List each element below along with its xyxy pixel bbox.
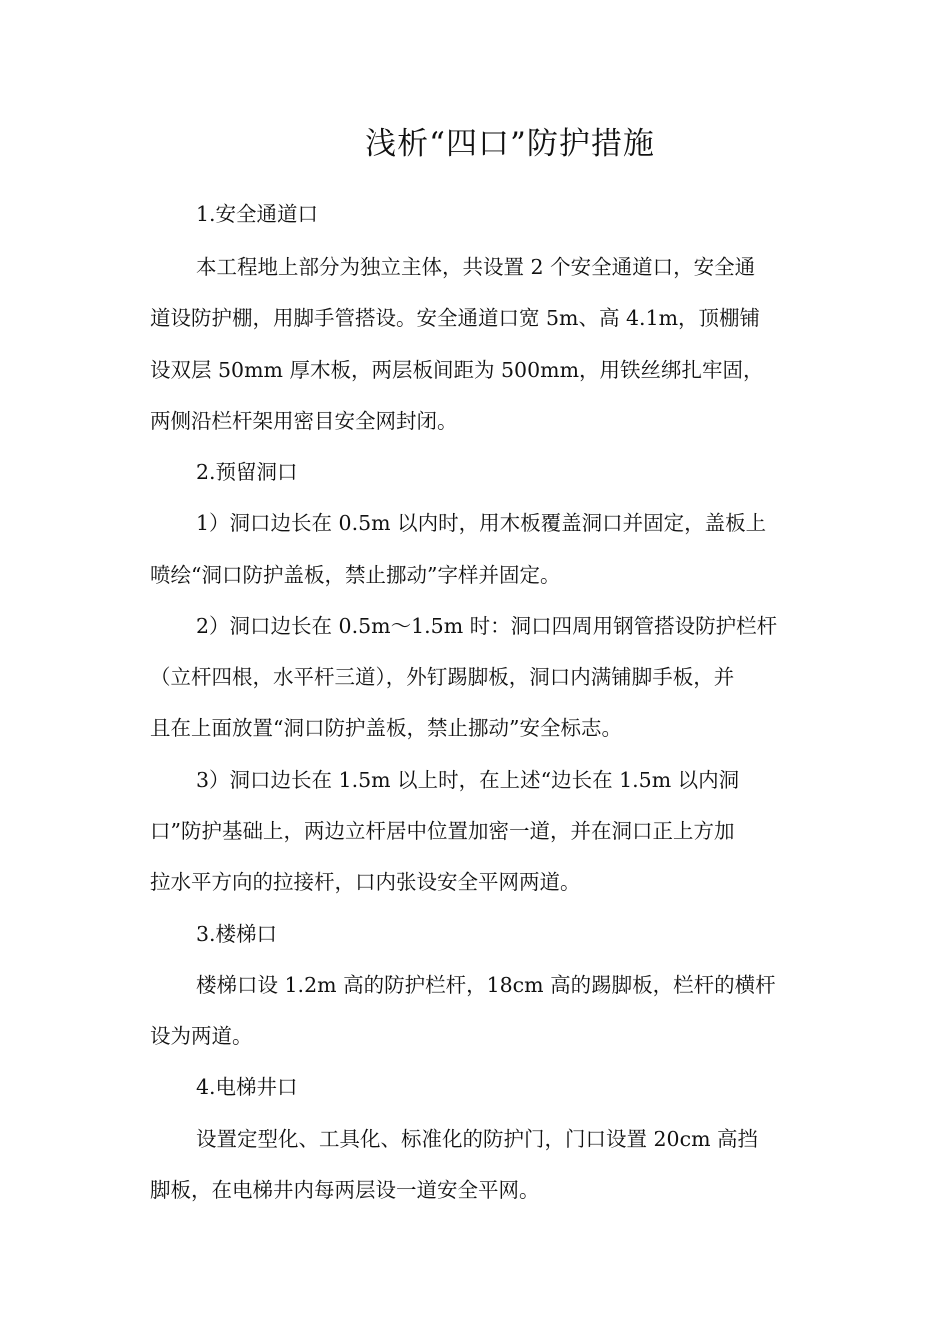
paragraph-line: 楼梯口设 1.2m 高的防护栏杆，18cm 高的踢脚板，栏杆的横杆 [196, 973, 776, 997]
paragraph-line: 设置定型化、工具化、标准化的防护门，门口设置 20cm 高挡 [196, 1127, 759, 1151]
paragraph-line: 3）洞口边长在 1.5m 以上时，在上述“边长在 1.5m 以内洞 [196, 768, 740, 792]
section-heading-safety-passage: 1.安全通道口 [196, 202, 319, 226]
section-heading-reserved-openings: 2.预留洞口 [196, 460, 298, 484]
paragraph-line: 且在上面放置“洞口防护盖板，禁止挪动”安全标志。 [150, 716, 622, 740]
paragraph-line: 设双层 50mm 厚木板，两层板间距为 500mm，用铁丝绑扎牢固， [150, 358, 764, 382]
paragraph-line: 1）洞口边长在 0.5m 以内时，用木板覆盖洞口并固定，盖板上 [196, 511, 767, 535]
section-heading-stairway: 3.楼梯口 [196, 922, 278, 946]
paragraph-line: 设为两道。 [150, 1024, 253, 1048]
paragraph-line: 道设防护棚，用脚手管搭设。安全通道口宽 5m、高 4.1m，顶棚铺 [150, 306, 761, 330]
paragraph-line: 2）洞口边长在 0.5m～1.5m 时：洞口四周用钢管搭设防护栏杆 [196, 614, 778, 638]
paragraph-line: 脚板，在电梯井内每两层设一道安全平网。 [150, 1178, 540, 1202]
section-heading-elevator-shaft: 4.电梯井口 [196, 1075, 298, 1099]
paragraph-line: 口”防护基础上，两边立杆居中位置加密一道，并在洞口正上方加 [150, 819, 735, 843]
paragraph-line: 本工程地上部分为独立主体，共设置 2 个安全通道口，安全通 [196, 255, 756, 279]
paragraph-line: （立杆四根，水平杆三道），外钉踢脚板，洞口内满铺脚手板，并 [150, 665, 735, 689]
paragraph-line: 两侧沿栏杆架用密目安全网封闭。 [150, 409, 458, 433]
document-title: 浅析“四口”防护措施 [365, 126, 655, 162]
paragraph-line: 喷绘“洞口防护盖板，禁止挪动”字样并固定。 [150, 563, 561, 587]
paragraph-line: 拉水平方向的拉接杆，口内张设安全平网两道。 [150, 870, 581, 894]
